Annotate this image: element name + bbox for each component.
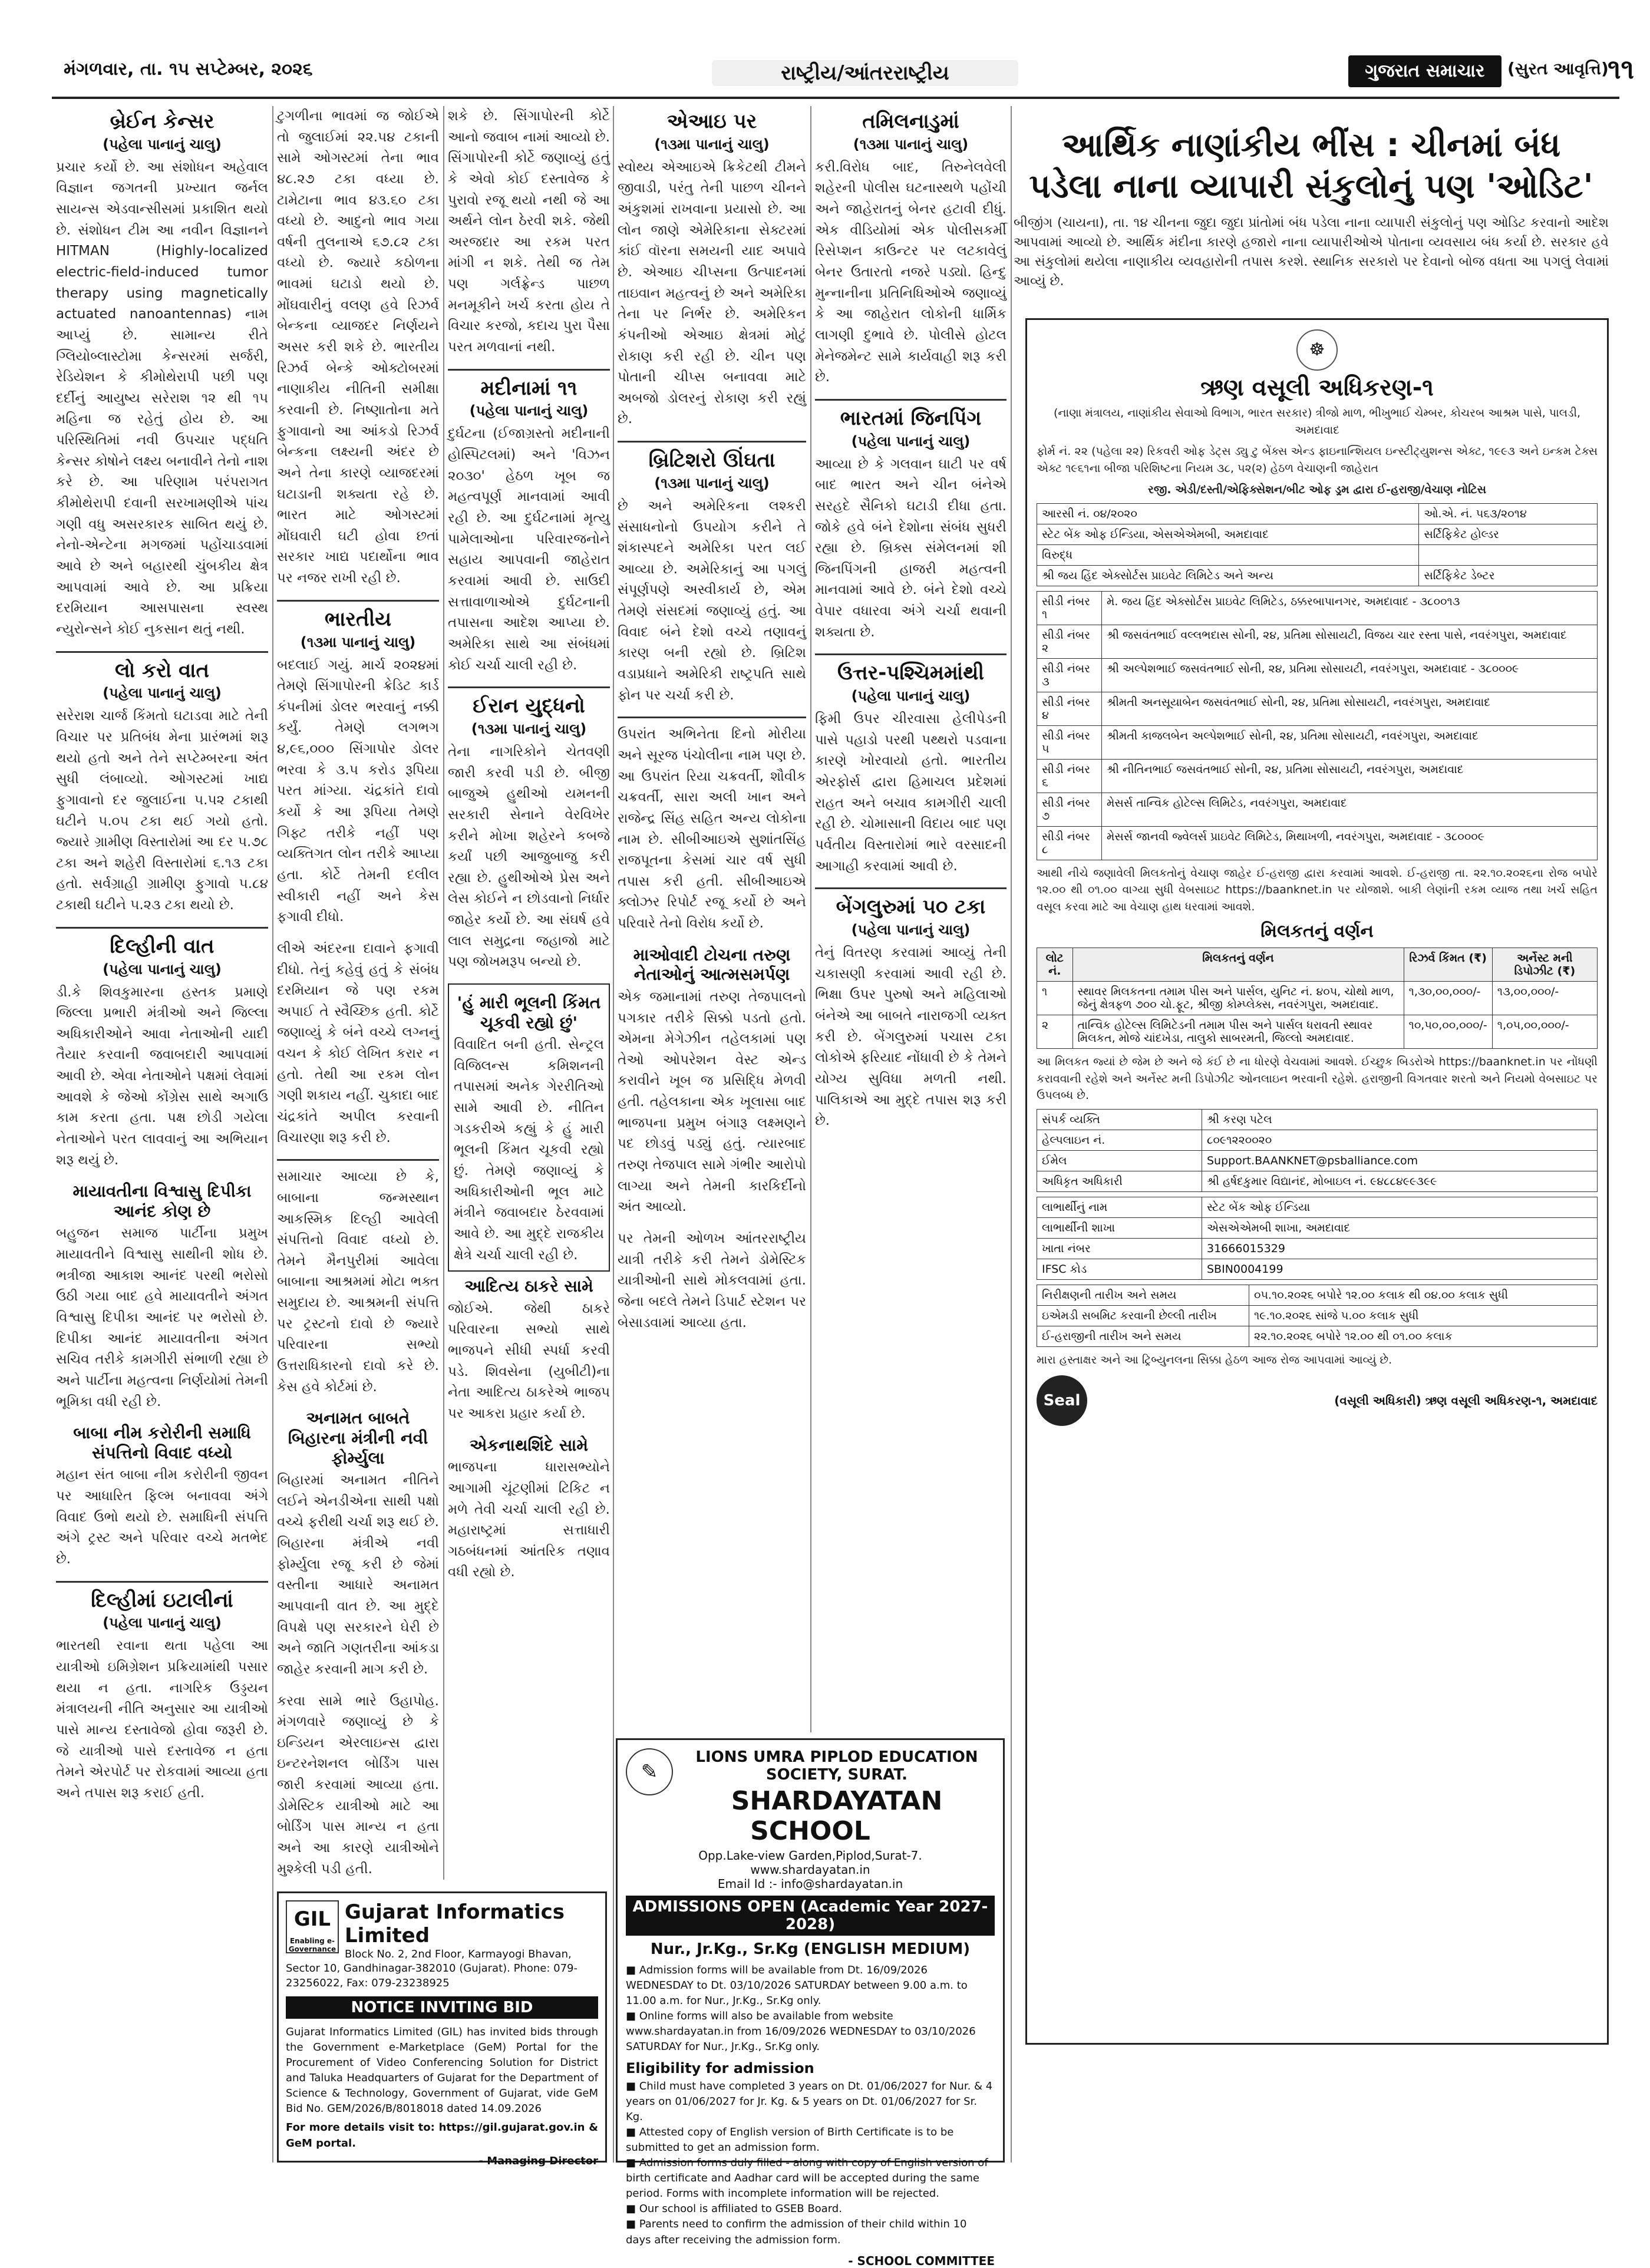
- gil-tender-ad: [277, 1891, 607, 2167]
- column-3: [448, 106, 610, 1880]
- article-bhartiya: [277, 608, 439, 928]
- article-continuation: (૧૩મા પાનાનું ચાલુ): [654, 474, 770, 491]
- article-headline: ઉત્તર-પશ્ચિમમાંથી: [837, 661, 985, 685]
- schedule-table: [1037, 1285, 1598, 1347]
- article-headline: એઆઇ પર: [666, 110, 757, 133]
- classes-offered: Nur., Jr.Kg., Sr.Kg (ENGLISH MEDIUM): [650, 1940, 971, 1958]
- article-bhartiya-cont: [277, 939, 439, 1148]
- article-baba-neem-karori: [56, 1423, 268, 1570]
- article-continuation: (૧૩મા પાનાનું ચાલુ): [654, 136, 770, 153]
- school-address: Opp.Lake-view Garden,Piplod,Surat-7.: [698, 1848, 922, 1863]
- notice-subtitle: (નાણા મંત્રાલય, નાણાંકીય સેવાઓ વિભાગ, ભારત સરકાર) ત્રીજો માળ, ભીખુભાઈ ચેમ્બર, કોચરબ આશ્રમ પાસે, પાલડી, અમદાવાદ: [1053, 407, 1581, 437]
- article-body: ટુગળીના ભાવમાં જ જોઈએ તો જુલાઈમાં ૨૨.૫૪ ટકાની સામે ઓગસ્ટમાં તેના ભાવ ૪૮.૨૭ ટકા વધ્યા છે. ટામેટાના ભાવ ૪૩.૬૦ ટકા વધ્યો છે. આદુનો ભાવ ગયા વર્ષની તુલનાએ ૬૭.૮૨ ટકા વધ્યો છે. જ્યારે કઠોળના ભાવમાં ઘટાડો થયો છે. મોંઘવારીનું વલણ હવે રિઝર્વ બેન્કના વ્યાજદર નિર્ણયને અસર કરી શકે છે. ભારતીય રિઝર્વ બેન્કે ઓક્ટોબરમાં નાણાકીય નીતિની સમીક્ષા કરવાની છે. નિષ્ણાતોના મતે ફુગાવાનો આ આંકડો રિઝર્વ બેન્કના લક્ષ્યની અંદર છે અને તેના કારણે વ્યાજદરમાં ઘટાડાની શક્યતા રહે છે. ભારત માટે ઓગસ્ટમાં મોંઘવારી ઘટી હોવા છતાં સરકાર ખાદ્ય પદાર્થોના ભાવ પર નજર રાખી રહી છે.: [277, 108, 439, 586]
- table-row: નિરીક્ષણની તારીખ અને સમય ૦૫.૧૦.૨૦૨૬ બપોરે ૧૨.૦૦ કલાક થી ૦૪.૦૦ કલાક સુધી: [1037, 1285, 1598, 1305]
- article-body: દુર્ઘટના (ઈજાગ્રસ્તો મદીનાની હોસ્પિટલમાં) અને 'વિઝન ૨૦૩૦' હેઠળ ખૂબ જ મહત્વપૂર્ણ માનવામાં આવી રહી છે. આ દુર્ઘટનામાં મૃત્યુ પામેલાઓના પરિવારજનોને સહાય આપવાની જાહેરાત કરવામાં આવી છે. સાઉદી સત્તાવાળાઓએ દુર્ઘટનાની તપાસના આદેશ આપ્યા છે. અમેરિકા સાથે આ સંબંધમાં કોઈ ચર્ચા ચાલી રહી છે.: [448, 426, 610, 673]
- article-headline: દિલ્હીની વાત: [110, 934, 214, 958]
- article-bengaluru: [815, 895, 1006, 1132]
- notice-body-2: આ મિલકત જ્યાં છે જેમ છે અને જે કંઈ છે ના ધોરણે વેચવામાં આવશે. ઈચ્છુક બિડરોએ https://baanknet.in પર નોંધણી કરાવવાની રહેશે અને અર્નેસ્ટ મની ડિપોઝીટ ઓનલાઇન ભરવાની રહેશે. હરાજીની વિગતવાર શરતો અને નિયમો વેબસાઇટ પર ઉપલબ્ધ છે.: [1037, 1055, 1598, 1102]
- page-header: [52, 45, 1635, 99]
- banner-article-body: બીજીંગ (ચાયના), તા. ૧૪ ચીનના જુદા જુદા પ્રાંતોમાં બંધ પડેલા નાના વ્યાપારી સંકુલોનું પણ ઓડિટ કરવાનો આદેશ આપવામાં આવ્યો છે. આર્થિક મંદીના કારણે હજારો નાના વ્યાપારીઓએ પોતાના વ્યવસાય બંધ કર્યા છે. સરકાર હવે આ સંકુલોમાં થયેલા નાણાકીય વ્યવહારોની તપાસ કરશે. સ્થાનિક સરકારો પર દેવાનો બોજ વધતા આ પગલું લેવામાં આવ્યું છે.: [1014, 216, 1609, 289]
- admissions-banner: ADMISSIONS OPEN (Academic Year 2027-2028): [626, 1896, 995, 1936]
- list-item: ■ Online forms will also be available from website www.shardayatan.in from 16/09/2026 WEDNESDAY to 03/10/2026 SATURDAY for Nur., Jr.Kg., Sr.Kg only.: [626, 2009, 995, 2055]
- support-email-link[interactable]: Support.BAANKNET@psballiance.com: [1202, 1150, 1598, 1171]
- column-rule: [1011, 106, 1012, 2163]
- article-headline: બ્રેઈન કેન્સર: [110, 110, 214, 133]
- divider: [56, 927, 268, 929]
- table-header-row: લોટ નં. મિલકતનું વર્ણન રિઝર્વ કિંમત (₹) અર્નેસ્ટ મની ડિપોઝીટ (₹): [1037, 948, 1598, 982]
- article-headline: તમિલનાડુમાં: [862, 110, 959, 133]
- table-row: ઇએમડી સબમિટ કરવાની છેલ્લી તારીખ ૧૯.૧૦.૨૦૨૬ સાંજે ૫.૦૦ કલાક સુધી: [1037, 1305, 1598, 1326]
- divider: [815, 399, 1006, 401]
- article-body: તેનું વિતરણ કરવામાં આવ્યું તેની ચકાસણી કરવામાં આવી રહી છે. ભિક્ષા ઉપર પુરુષો અને મહિલાઓ બંનેએ આ બાબતે નારાજગી વ્યક્ત કરી છે. બેંગલુરુમાં પચાસ ટકા લોકોએ ફરિયાદ નોંધાવી છે કે તેમને યોગ્ય સુવિધા મળતી નથી. પાલિકાએ આ મુદ્દે તપાસ શરૂ કરી છે.: [815, 945, 1006, 1129]
- article-continuation: (પહેલા પાનાનું ચાલુ): [103, 685, 222, 702]
- table-row: લાભાર્થીની શાખા એસએએમબી શાખા, અમદાવાદ: [1037, 1217, 1598, 1238]
- forms-list: [626, 1963, 995, 2055]
- gil-name: Gujarat Informatics Limited: [345, 1900, 565, 1947]
- article-body: એક જમાનામાં તરુણ તેજપાલનો પગકાર તરીકે સિક્કો પડતો હતો. એમના મેગેઝીન તહેલકામાં પણ તેઓ ઓપરેશન વેસ્ટ એન્ડ કરાવીને ખૂબ જ પ્રસિદ્ધિ મેળવી હતી. તહેલકાના એક ખૂલાસા બાદ ભાજપના પ્રમુખ બંગારૂ લક્ષ્મણને પદ છોડવું પડ્યું હતું. ત્યારબાદ તરુણ તેજપાલ સામે ગંભીર આરોપો લાગ્યા અને તેમની કારકિર્દીનો અંત આવ્યો.: [618, 989, 806, 1215]
- article-body: બિહારમાં અનામત નીતિને લઈને એનડીએના સાથી પક્ષો વચ્ચે ફરીથી ચર્ચા શરૂ થઈ છે. બિહારના મંત્રીએ નવી ફોર્મ્યુલા રજૂ કરી છે જેમાં વસ્તીના આધારે અનામત આપવાની વાત છે. આ મુદ્દે વિપક્ષે પણ સરકારને ઘેરી છે અને જાતિ ગણતરીના આંકડા જાહેર કરવાની માગ કરી છે.: [277, 1473, 439, 1677]
- school-name: SHARDAYATAN SCHOOL: [731, 1786, 943, 1846]
- article-tarun-tejpal: [618, 945, 806, 1218]
- article-continuation: (પહેલા પાનાનું ચાલુ): [851, 433, 971, 450]
- bank-table: [1037, 1197, 1598, 1280]
- article-headline: અનામત બાબતે બિહારના મંત્રીની નવી ફોર્મ્યુલા: [288, 1408, 428, 1468]
- article-eknath-shinde: [448, 1435, 610, 1583]
- divider: [56, 1581, 268, 1583]
- school-website-link[interactable]: www.shardayatan.in: [750, 1863, 870, 1877]
- article-iran-war: [448, 694, 610, 973]
- table-row: ઈ-હરાજીની તારીખ અને સમય ૨૨.૧૦.૨૦૨૬ બપોરે ૧૨.૦૦ થી ૦૧.૦૦ કલાક: [1037, 1326, 1598, 1346]
- table-row: વિરુદ્ધ: [1037, 544, 1598, 565]
- table-row: સંપર્ક વ્યક્તિ શ્રી કરણ પટેલ: [1037, 1109, 1598, 1130]
- article-body: લીએ અંદરના દાવાને ફગાવી દીધો. તેનું કહેવું હતું કે સંબંધ દરમિયાન જે પણ રકમ અપાઈ તે સ્વૈચ્છિક હતી. કોર્ટે જણાવ્યું કે બંને વચ્ચે લગ્નનું વચન કે કોઈ લેખિત કરાર ન હતો. તેથી આ રકમ લોન ગણી શકાય નહીં. ચુકાદા બાદ ચંદ્રકાંતે અપીલ કરવાની વિચારણા શરૂ કરી છે.: [277, 940, 439, 1145]
- notice-head: રજી. એડી/દસ્તી/એફિક્સેશન/બીટ ઓફ ડ્રમ દ્વારા ઈ-હરાજી/વેચાણ નોટિસ: [1148, 483, 1486, 496]
- article-headline: આદિત્ય ઠાકરે સામે: [464, 1276, 593, 1296]
- gil-notice-title: NOTICE INVITING BID: [286, 1996, 598, 2019]
- school-committee: - SCHOOL COMMITTEE: [848, 2253, 995, 2268]
- signatory: (વસૂલી અધિકારી) ઋણ વસૂલી અધિકરણ-૧, અમદાવાદ: [1334, 1394, 1598, 1408]
- article-headline: માયાવતીના વિશ્વાસુ દિપીકા આનંદ કોણ છે: [72, 1181, 252, 1221]
- article-lo-karo-vaat: [56, 659, 268, 916]
- article-headline: ભારતમાં જિનપિંગ: [840, 406, 982, 430]
- article-delhi-italy: [56, 1589, 268, 1804]
- list-item: ■ Parents need to confirm the admission of their child within 10 days after receiving the admission form.: [626, 2217, 995, 2247]
- divider: [277, 600, 439, 602]
- table-row: સીડી નંબર ૬ શ્રી નીતિનભાઈ જસવંતભાઈ સોની, ૨૪, પ્રતિમા સોસાયટી, નવરંગપુરા, અમદાવાદ: [1037, 759, 1598, 793]
- gil-body: Gujarat Informatics Limited (GIL) has invited bids through the Government e-Marketplace (GeM) Portal for the Procurement of Video Conferencing Solution for District and Taluka Headquarters of Gujarat for the Department of Science & Technology, Government of Gujarat, vide GeM Bid No. GEM/2026/B/8018018 dated 14.09.2026: [286, 2025, 598, 2115]
- article-continuation: (૧૩મા પાનાનું ચાલુ): [300, 633, 416, 651]
- divider: [618, 441, 806, 443]
- school-logo-icon: ✎: [626, 1748, 673, 1795]
- list-item: ■ Child must have completed 3 years on Dt. 01/06/2027 for Nur. & 4 years on 01/06/2027 for Jr. Kg. & 5 years on Dt. 01/06/2027 for Sr. Kg.: [626, 2079, 995, 2125]
- article-body: વિવાદિત બની હતી. સેન્ટ્રલ વિજિલન્સ કમિશનની તપાસમાં અનેક ગેરરીતિઓ સામે આવી છે. નીતિન ગડકરીએ કહ્યું કે હું મારી ભૂલની કિંમત ચૂકવી રહ્યો છું. તેમણે જણાવ્યું કે અધિકારીઓની ભૂલ માટે મંત્રીને જવાબદાર ઠેરવવામાં આવે છે. આ મુદ્દે રાજકીય ક્ષેત્રે ચર્ચા ચાલી રહી છે.: [454, 1037, 604, 1263]
- school-society: LIONS UMRA PIPLOD EDUCATION SOCIETY, SURAT.: [695, 1748, 978, 1784]
- article-headline: લો કરો વાત: [114, 658, 209, 682]
- notice-title: ઋણ વસૂલી અધિકરણ-૧: [1200, 374, 1434, 401]
- list-item: ■ Admission forms will be available from Dt. 16/09/2026 WEDNESDAY to Dt. 03/10/2026 SATURDAY between 9.00 a.m. to 11.00 a.m. for Nur., Jr.Kg., Sr.Kg only.: [626, 1963, 995, 2009]
- quote-box: [448, 983, 610, 1272]
- notice-body-3: મારા હસ્તાક્ષર અને આ ટ્રિબ્યુનલના સિક્કા હેઠળ આજ રોજ આપવામાં આવ્યું છે.: [1037, 1353, 1392, 1366]
- notice-body-1: આથી નીચે જણાવેલી મિલકતોનું વેચાણ જાહેર ઈ-હરાજી દ્વારા કરવામાં આવશે. ઈ-હરાજી તા. ૨૨.૧૦.૨૦૨૬ના રોજ બપોરે ૧૨.૦૦ થી ૦૧.૦૦ વાગ્યા સુધી વેબસાઇટ https://baanknet.in પર યોજાશે. બાકી લેણાંની રકમ વ્યાજ તથા ખર્ચ સહિત વસૂલ કરવા માટે આ વેચાણ હાથ ધરવામાં આવશે.: [1037, 866, 1598, 913]
- drt-auction-notice: [1025, 318, 1609, 2045]
- column-5: [815, 106, 1006, 1732]
- school-email[interactable]: Email Id :- info@shardayatan.in: [717, 1877, 903, 1891]
- article-body: ભાજપના ધારાસભ્યોને આગામી ચૂંટણીમાં ટિકિટ ન મળે તેવી ચર્ચા ચાલી રહી છે. મહારાષ્ટ્રમાં સત્તાધારી ગઠબંધનમાં આંતરિક તણાવ વધી રહ્યો છે.: [448, 1460, 610, 1580]
- article-headline: ભારતીય: [324, 607, 392, 631]
- list-item: ■ Attested copy of English version of Birth Certificate is to be submitted to get an admission form.: [626, 2125, 995, 2155]
- divider: [618, 717, 806, 718]
- article-continuation: (પહેલા પાનાનું ચાલુ): [103, 1615, 222, 1632]
- banner-line-2: પડેલા નાના વ્યાપારી સંકુલોનું પણ 'ઓડિટ': [1029, 167, 1593, 206]
- table-row: ૨ તાન્વિક હોટેલ્સ લિમિટેડની તમામ પીસ અને પાર્સલ ધરાવતી સ્થાવર મિલકત, મોજે ચાંદખેડા, તાલુકો સાબરમતી, જિલ્લો અમદાવાદ. ૧૦,૫૦,૦૦,૦૦૦/- ૧,૦૫,૦૦,૦૦૦/-: [1037, 1015, 1598, 1049]
- divider: [56, 651, 268, 653]
- column-rule: [613, 106, 614, 2163]
- article-headline: બ્રિટિશરો ઊંઘતા: [648, 448, 776, 473]
- banner-line-1: આર્થિક નાણાંકીય ભીંસ : ચીનમાં બંધ: [1061, 126, 1561, 164]
- article-boarding-pass: [277, 1691, 439, 1880]
- article-body: તેના નાગરિકોને ચેતવણી જારી કરવી પડી છે. બીજી બાજુએ હુથીઓ યમનની સરકારી સેનાને વેરવિખેર કરીને મોખા શહેરને કબજે કર્યાં પછી આજુબાજુ કરી રહ્યા છે. હુથીઓએ પ્રેસ અને લેસ કોઈને ન છોડવાનો નિર્ધાર જાહેર કર્યો છે. આ સંઘર્ષ હવે લાલ સમુદ્રના જહાજો માટે પણ જોખમરૂપ બન્યો છે.: [448, 744, 610, 970]
- column-2: [277, 106, 439, 1880]
- article-continuation: (પહેલા પાનાનું ચાલુ): [851, 688, 971, 705]
- article-tamilnadu: [815, 110, 1006, 388]
- list-item: ■ Admission forms duly filled - along with copy of English version of birth certificate and Aadhar card will be accepted during the same period. Forms with incomplete information will be rejected.: [626, 2155, 995, 2201]
- article-body: છે અને અમેરિકના લશ્કરી સંસાધનોનો ઉપયોગ કરીને તે શંકાસ્પદને અમેરિકા પરત લઈ આવ્યા છે. અમેરિકાનું આ પગલું સંપૂર્ણપણે અસ્વીકાર્ય છે, એમ તેમણે સંસદમાં જણાવ્યું હતું. આ વિવાદ બંને દેશો વચ્ચે તણાવનું કારણ બની રહ્યો છે. બ્રિટિશ વડાપ્રધાને અમેરિકી રાષ્ટ્રપતિ સાથે ફોન પર ચર્ચા કરી છે.: [618, 498, 806, 703]
- gil-address: Block No. 2, 2nd Floor, Karmayogi Bhavan, Sector 10, Gandhinagar-382010 (Gujarat). Phone: 079-23256022, Fax: 079-23238925: [286, 1948, 578, 1989]
- eligibility-list: [626, 2079, 995, 2248]
- article-jinping: [815, 407, 1006, 643]
- table-row: સીડી નંબર ૪ શ્રીમતી અનસૂયાબેન જસવંતભાઈ સોની, ૨૪, પ્રતિમા સોસાયટી, નવરંગપુરા, અમદાવાદ: [1037, 692, 1598, 725]
- issue-date: મંગળવાર, તા. ૧૫ સપ્ટેમ્બર, ૨૦૨૬: [64, 59, 313, 80]
- article-body: ઉપરાંત અભિનેતા દિનો મોરીયા અને સૂરજ પંચોલીના નામ પણ છે. આ ઉપરાંત રિયા ચક્રવર્તી, શૌવીક ચક્રવર્તી, સારા અલી ખાન અને રાજેન્દ્ર સિંહ સહિત અન્ય લોકોના નામ છે. સીબીઆઇએ સુશાંતસિંહ રાજપૂતના કેસમાં ચાર વર્ષ સુધી તપાસ કરી હતી. સીબીઆઇએ ક્લોઝર રિપોર્ટ રજૂ કર્યો છે અને પરિવારે તેનો વિરોધ કર્યો છે.: [618, 727, 806, 932]
- column-rule: [810, 106, 811, 1732]
- divider: [277, 1159, 439, 1161]
- table-row: અધિકૃત અધિકારી શ્રી હર્ષદકુમાર વિદ્યાનંદ, મોબાઇલ નં. ૯૪૮૮૪૯૯૩૯૯: [1037, 1171, 1598, 1191]
- section-title: રાષ્ટ્રીય/આંતરરાષ્ટ્રીય: [712, 60, 1018, 86]
- table-row: સ્ટેટ બેંક ઓફ ઈન્ડિયા, એસએએમબી, અમદાવાદ સર્ટિફિકેટ હોલ્ડર: [1037, 524, 1598, 544]
- article-headline: બેંગલુરુમાં ૫૦ ટકા: [836, 895, 986, 919]
- article-aaditya-thackeray: [448, 1276, 610, 1424]
- newspaper-logo: ગુજરાત સમાચાર: [1348, 55, 1502, 87]
- table-row: સીડી નંબર ૭ મેસર્સ તાન્વિક હોટેલ્સ લિમિટેડ, નવરંગપુરા, અમદાવાદ: [1037, 793, 1598, 826]
- emblem-icon: ☸: [1296, 329, 1338, 371]
- article-delhi-ni-vaat: [56, 935, 268, 1171]
- table-row: IFSC કોડ SBIN0004199: [1037, 1259, 1598, 1279]
- notice-footer: [1037, 1375, 1598, 1426]
- column-rule: [443, 106, 444, 1880]
- divider: [815, 887, 1006, 889]
- article-body: બદલાઈ ગયું. માર્ચ ૨૦૨૪માં તેમણે સિંગાપોરની ક્રેડિટ કાર્ડ કંપનીમાં ડોલર ભરવાનું નક્કી કર્યું. તેમણે લગભગ ૪,૯૬,૦૦૦ સિંગાપોર ડોલર ભરવા કે ૩.૫ કરોડ રૂપિયા પરત માંગ્યા. ચંદ્રકાંતે દાવો કર્યો કે આ રૂપિયા તેમણે ગિફ્ટ તરીકે નહીં પણ વ્યક્તિગત લોન તરીકે આપ્યા હતા. કોર્ટે તેમની દલીલ સ્વીકારી નહીં અને કેસ ફગાવી દીધો.: [277, 657, 439, 925]
- gil-logo: GIL Enabling e-Governance: [286, 1900, 339, 1953]
- article-inflation: [277, 106, 439, 589]
- article-headline: બાબા નીમ કરોરીની સમાધિ સંપત્તિનો વિવાદ વધ્યો: [73, 1423, 251, 1463]
- article-continuation: (૧૩મા પાનાનું ચાલુ): [853, 136, 969, 153]
- table-row: શ્રી જય હિંદ એક્સોર્ટસ પ્રાઇવેટ લિમિટેડ અને અન્ય સર્ટિફિકેટ ડેબ્ટર: [1037, 565, 1598, 586]
- article-mayawati: [56, 1181, 268, 1412]
- table-row: સીડી નંબર ૧ મે. જય હિંદ એક્સોર્ટસ પ્રાઇવેટ લિમિટેડ, ઠક્કરબાપાનગર, અમદાવાદ - ૩૮૦૦૧૩: [1037, 591, 1598, 625]
- article-body: કરી.વિરોધ બાદ, તિરુનેલવેલી શહેરની પોલીસ ઘટનાસ્થળે પહોંચી અને જાહેરાતનું બેનર હટાવી દીધું. એક વીડિયોમાં એક પોલીસકર્મી રિસેપ્શન કાઉન્ટર પર લટકાવેલું બેનર ઉતારતો નજરે પડ્યો. હિન્દુ મુન્નાનીના પ્રતિનિધિઓએ જણાવ્યું કે આ જાહેરાત લોકોની ધાર્મિક લાગણી દુભાવે છે. પોલીસે હોટલ મેનેજમેન્ટ સામે કાર્યવાહી શરૂ કરી છે.: [815, 159, 1006, 385]
- article-ai: [618, 110, 806, 430]
- article-baba-property: [277, 1167, 439, 1398]
- article-continuation: (પહેલા પાનાનું ચાલુ): [103, 136, 222, 153]
- article-body: કરવા સામે ભારે ઉહાપોહ. મંગળવારે જણાવ્યું છે કે ઇન્ડિયન એરલાઇન્સ દ્વારા ઇન્ટરનેશનલ બોર્ડિંગ પાસ જારી કરવામાં આવ્યા હતા. ડોમેસ્ટિક યાત્રીઓ માટે આ બોર્ડિંગ પાસ માન્ય ન હતા અને આ કારણે યાત્રીઓને મુશ્કેલી પડી હતી.: [277, 1693, 439, 1877]
- school-admission-ad: [616, 1738, 1005, 2268]
- divider: [815, 653, 1006, 655]
- banner-headline: [1014, 125, 1609, 207]
- article-headline: ઈરાન યુદ્ધનો: [473, 694, 585, 718]
- table-row: સીડી નંબર ૩ શ્રી અલ્પેશભાઈ જસવંતભાઈ સોની, ૨૪, પ્રતિમા સોસાયટી, નવરંગપુરા, અમદાવાદ - ૩૮૦૦૦૯: [1037, 658, 1598, 692]
- article-body: બહુજન સમાજ પાર્ટીના પ્રમુખ માયાવતીને વિશ્વાસુ સાથીની શોધ છે. ભત્રીજા આકાશ આનંદ પરથી ભરોસો ઉઠી ગયા બાદ હવે માયાવતીને અંગત વિશ્વાસુ દિપીકા આનંદ પર ભરોસો છે. દિપીકા આનંદ માયાવતીના અંગત સચિવ તરીકે કામગીરી સંભાળી રહ્યા છે અને પાર્ટીના મહત્વના નિર્ણયોમાં તેમની ભૂમિકા વધી રહી છે.: [56, 1226, 268, 1409]
- article-madina: [448, 377, 610, 676]
- article-headline: એકનાથશિંદે સામે: [469, 1435, 589, 1455]
- property-table: [1037, 948, 1598, 1049]
- article-singapore-court: [448, 106, 610, 358]
- article-cbi: [618, 724, 806, 934]
- article-headline: મદીનામાં ૧૧: [480, 376, 578, 400]
- article-body: ભારતથી રવાના થતા પહેલા આ યાત્રીઓ ઇમિગ્રેશન પ્રક્રિયામાંથી પસાર થયા ન હતા. નાગરિક ઉડ્ડયન મંત્રાલયની નીતિ અનુસાર આ યાત્રીઓ પાસે માન્ય દસ્તાવેજો હોવા જરૂરી છે. જે યાત્રીઓ પાસે દસ્તાવેજ ન હતા તેમને એરપોર્ટ પર રોકવામાં આવ્યા હતા અને તપાસ શરૂ કરાઈ હતી.: [56, 1638, 268, 1801]
- case-table: [1037, 503, 1598, 586]
- article-headline: દિલ્હીમાં ઇટાલીનાં: [91, 1588, 233, 1612]
- article-body: પ્રચાર કર્યો છે. આ સંશોધન અહેવાલ વિજ્ઞાન જગતની પ્રખ્યાત જર્નલ સાયન્સ એડવાન્સીસમાં પ્રકાશિત થયો છે. સંશોધન ટીમ આ નવીન વિજ્ઞાનને HITMAN (Highly-localized electric-field-induced tumor therapy using magnetically actuated nanoantennas) નામ આપ્યું છે. સામાન્ય રીતે ગ્લિયોબ્લાસ્ટોમા કેન્સરમાં સર્જરી, રેડિયેશન કે કીમોથેરાપી પછી પણ દર્દીનું આયુષ્ય સરેરાશ ૧૨ થી ૧૫ મહિના જ રહેતું હોય છે. આ પરિસ્થિતિમાં નવી ઉપચાર પદ્ધતિ કેન્સર કોષોને લક્ષ્ય બનાવીને તેનો નાશ કરે છે. આ પરિણામ પરંપરાગત કીમોથેરાપી દવાની સરખામણીએ પાંચ ગણી વધુ અસરકારક સાબિત થયું છે. નેનો-એન્ટેના મગજમાં પહોંચાડવામાં આવે છે અને બહારથી ચુંબકીય ક્ષેત્ર આપવામાં આવે છે. આ પ્રક્રિયા દરમિયાન આસપાસના સ્વસ્થ ન્યુરોન્સને કોઈ નુકસાન થતું નથી.: [56, 159, 268, 637]
- column-rule: [272, 106, 273, 2163]
- divider: [448, 686, 610, 688]
- article-body: ડી.કે શિવકુમારના હસ્તક પ્રમાણે જિલ્લા પ્રભારી મંત્રીઓ અને જિલ્લા અધિકારીઓને આવા નેતાઓની યાદી તૈયાર કરવાની જવાબદારી આપવામાં આવી છે. એવા નેતાઓને પક્ષમાં લેવામાં આવશે કે જેઓ કોંગ્રેસ સાથે અગાઉ કામ કરતા હતા. પક્ષ છોડી ગયેલા નેતાઓને પરત લાવવાનું આ અભિયાન શરૂ થયું છે.: [56, 984, 268, 1168]
- article-continuation: (પહેલા પાનાનું ચાલુ): [469, 402, 589, 420]
- article-body: જોઈએ. જેથી ઠાકરે પરિવારના સભ્યો સાથે ભાજપને સીધી સ્પર્ધા કરવી પડે. શિવસેના (યુબીટી)ના નેતા આદિત્ય ઠાકરેએ ભાજપ પર આકરા પ્રહાર કર્યા છે.: [448, 1300, 610, 1422]
- seal-icon: Seal: [1037, 1375, 1087, 1426]
- table-row: સીડી નંબર ૨ શ્રી જસવંતભાઈ વલ્લભદાસ સોની, ૨૪, પ્રતિમા સોસાયટી, વિજય ચાર રસ્તા પાસે, નવરંગપુરા, અમદાવાદ: [1037, 625, 1598, 658]
- contact-table: [1037, 1109, 1598, 1192]
- table-row: હેલ્પલાઇન નં. ૮૦૯૧૨૨૦૦૨૦: [1037, 1130, 1598, 1150]
- article-body: સમાચાર આવ્યા છે કે, બાબાના જન્મસ્થાન આકસ્મિક દિલ્હી આવેલી સંપત્તિનો વિવાદ વધ્યો છે. તેમને મૈનપુરીમાં આવેલા બાબાના આશ્રમમાં મોટા ભક્ત સમુદાય છે. આશ્રમની સંપત્તિ પર ટ્રસ્ટનો દાવો છે જ્યારે પરિવારના સભ્યો ઉત્તરાધિકારનો દાવો કરે છે. કેસ હવે કોર્ટમાં છે.: [277, 1169, 439, 1395]
- notice-intro: ફોર્મ નં. ૨૨ (પહેલા ૨૨) રિકવરી ઓફ ડેટ્સ ડ્યુ ટુ બેંક્સ એન્ડ ફાઇનાન્શિયલ ઇન્સ્ટીટ્યુશન્સ એક્ટ, ૧૯૯૩ અને ઇન્કમ ટેક્સ એક્ટ ૧૯૬૧ના બીજા પરિશિષ્ટના નિયમ ૩૮, ૫૨(૨) હેઠળ વેચાણની જાહેરાત: [1037, 445, 1598, 475]
- table-row: ઈમેલ Support.BAANKNET@psballiance.com: [1037, 1150, 1598, 1171]
- table-row: લાભાર્થીનું નામ સ્ટેટ બેંક ઓફ ઈન્ડિયા: [1037, 1197, 1598, 1217]
- eligibility-title: Eligibility for admission: [626, 2059, 814, 2076]
- article-brain-cancer: [56, 110, 268, 641]
- article-headline: 'હું મારી ભૂલની કિંમત ચૂકવી રહ્યો છું': [457, 993, 601, 1032]
- column-1: [56, 106, 268, 2163]
- table-row: ૧ સ્થાવર મિલકતના તમામ પીસ અને પાર્સલ, યુનિટ નં. ૪૦૫, ચોથો માળ, જેનું ક્ષેત્રફળ ૭૦૦ ચો.ફૂટ, શ્રીજી કોમ્પ્લેક્સ, નવરંગપુરા, અમદાવાદ. ૧,૩૦,૦૦,૦૦૦/- ૧૩,૦૦,૦૦૦/-: [1037, 982, 1598, 1015]
- article-body: આવ્યા છે કે ગલવાન ઘાટી પર વર્ષ બાદ ભારત અને ચીન બંનેએ સરહદે સૈનિકો ઘટાડી દીધા હતા. જોકે હવે બંને દેશોના સંબંધ સુધરી રહ્યા છે. બ્રિક્સ સંમેલનમાં શી જિનપિંગની હાજરી મહત્વની માનવામાં આવે છે. બંને દેશો વચ્ચે વેપાર વધારવા અંગે ચર્ચા થવાની શક્યતા છે.: [815, 456, 1006, 640]
- debtor-table: [1037, 591, 1598, 860]
- article-passengers: [618, 1229, 806, 1333]
- column-4: [618, 106, 806, 1732]
- article-headline: માઓવાદી ટોચના તરુણ નેતાઓનું આત્મસમર્પણ: [633, 945, 791, 985]
- article-body: શકે છે. સિંગાપોરની કોર્ટે આનો જવાબ નામાં આવ્યો છે. સિંગાપોરની કોર્ટે જણાવ્યું હતું કે એવો કોઈ દસ્તાવેજ કે પુરાવો રજૂ થયો નથી જે આ અર્થને લોન ઠેરવી શકે. જેથી અરજદાર આ રકમ પરત માંગી ન શકે. તેથી જ તેમ પણ ગર્લફ્રેન્ડ પાછળ મનમૂકીને ખર્ચ કરતા હોય તે વિચાર કરજો, કદાચ પુરા પૈસા પરત મળવાનાં નથી.: [448, 108, 610, 355]
- article-body: મહાન સંત બાબા નીમ કરોરીની જીવન પર આધારિત ફિલ્મ બનાવવા અંગે વિવાદ ઉભો થયો છે. સમાધિની સંપત્તિ અંગે ટ્રસ્ટ અને પરિવાર વચ્ચે મતભેદ છે.: [56, 1467, 268, 1567]
- page-number: ૧૧: [1608, 53, 1635, 85]
- gil-details-link[interactable]: For more details visit to: https://gil.gujarat.gov.in & GeM portal.: [286, 2121, 598, 2150]
- property-title: મિલકતનું વર્ણન: [1260, 921, 1374, 942]
- article-body: ફિમી ઉપર ચીરવાસા હેલીપેડની પાસે પહાડો પરથી પથ્થરો પડવાના કારણે ખોરવાયો હતો. ભારતીય એરફોર્સ દ્વારા હિમાચલ પ્રદેશમાં રાહત અને બચાવ કામગીરી ચાલી રહી છે. ચોમાસાની વિદાય બાદ પણ પર્વતીય વિસ્તારોમાં ભારે વરસાદની આગાહી કરવામાં આવી છે.: [815, 711, 1006, 874]
- divider: [448, 369, 610, 371]
- edition-label: (સુરત આવૃત્તિ): [1507, 59, 1609, 78]
- list-item: ■ Our school is affiliated to GSEB Board.: [626, 2201, 995, 2217]
- article-body: પર તેમની ઓળખ આંતરરાષ્ટ્રીય યાત્રી તરીકે કરી તેમને ડોમેસ્ટિક યાત્રીઓની સાથે મોકલવામાં હતા. જેના બદલે તેમને ડિપાર્ટ સ્ટેશન પર બેસાડવામાં આવ્યા હતા.: [618, 1230, 806, 1331]
- article-continuation: (પહેલા પાનાનું ચાલુ): [103, 960, 222, 978]
- article-north-west: [815, 661, 1006, 877]
- table-row: સીડી નંબર ૫ શ્રીમતી કાજલબેન અલ્પેશભાઈ સોની, ૨૪, પ્રતિમા સોસાયટી, નવરંગપુરા, અમદાવાદ: [1037, 725, 1598, 759]
- article-body: સરેરાશ ચાર્જ કિંમતો ઘટાડવા માટે તેની વિચાર પર પ્રતિબંધ મેના પ્રારંભમાં શરૂ થયો હતો અને તેને સપ્ટેમ્બરના અંત સુધી લંબાવ્યો. ઓગસ્ટમાં ખાદ્ય ફુગાવાનો દર જુલાઈના ૫.૫૨ ટકાથી ઘટીને ૫.૦૫ ટકા થઈ ગયો હતો. જ્યારે ગ્રામીણ વિસ્તારોમાં આ દર ૫.૭૮ ટકા અને શહેરી વિસ્તારોમાં ૬.૧૩ ટકા હતો. સર્વગ્રાહી ગ્રામીણ ફુગાવો ૫.૮૪ ટકાથી ઘટીને ૫.૨૩ ટકા થયો છે.: [56, 708, 268, 913]
- article-british: [618, 448, 806, 706]
- article-continuation: (પહેલા પાનાનું ચાલુ): [851, 922, 971, 939]
- article-body: સ્વોથ્ય એઆઇએ ક્રિકેટથી ટીમને જીવાડી, પરંતુ તેની પાછળ ચીનને અંકુશમાં રાખવાના પ્રયાસો છે. આ લોન જાણે એમેરિકાના સેક્ટરમાં કાંઈ વૉરના સમયની યાદ અપાવે છે. એઆઇ ચીપ્સના ઉત્પાદનમાં તાઇવાન મહત્વનું છે અને અમેરિકા તેના પર નિર્ભર છે. અમેરિકન કંપનીઓ એઆઇ ક્ષેત્રમાં મોટું રોકાણ કરી રહી છે. ચીન પણ પોતાની ચીપ્સ બનાવવા માટે અબજો ડોલરનું રોકાણ કરી રહ્યું છે.: [618, 159, 806, 427]
- article-bihar-reservation: [277, 1408, 439, 1680]
- table-row: ખાતા નંબર 31666015329: [1037, 1238, 1598, 1259]
- article-continuation: (૧૩મા પાનાનું ચાલુ): [471, 720, 587, 737]
- table-row: સીડી નંબર ૮ મેસર્સ જાનવી જ્વેલર્સ પ્રાઇવેટ લિમિટેડ, મિથાખળી, નવરંગપુરા, અમદાવાદ - ૩૮૦૦૦૯: [1037, 826, 1598, 860]
- gil-sign: - Managing Director: [478, 2154, 598, 2167]
- table-row: આરસી નં. ૦૪/૨૦૨૦ ઓ.એ. નં. ૫૬૩/૨૦૧૪: [1037, 503, 1598, 524]
